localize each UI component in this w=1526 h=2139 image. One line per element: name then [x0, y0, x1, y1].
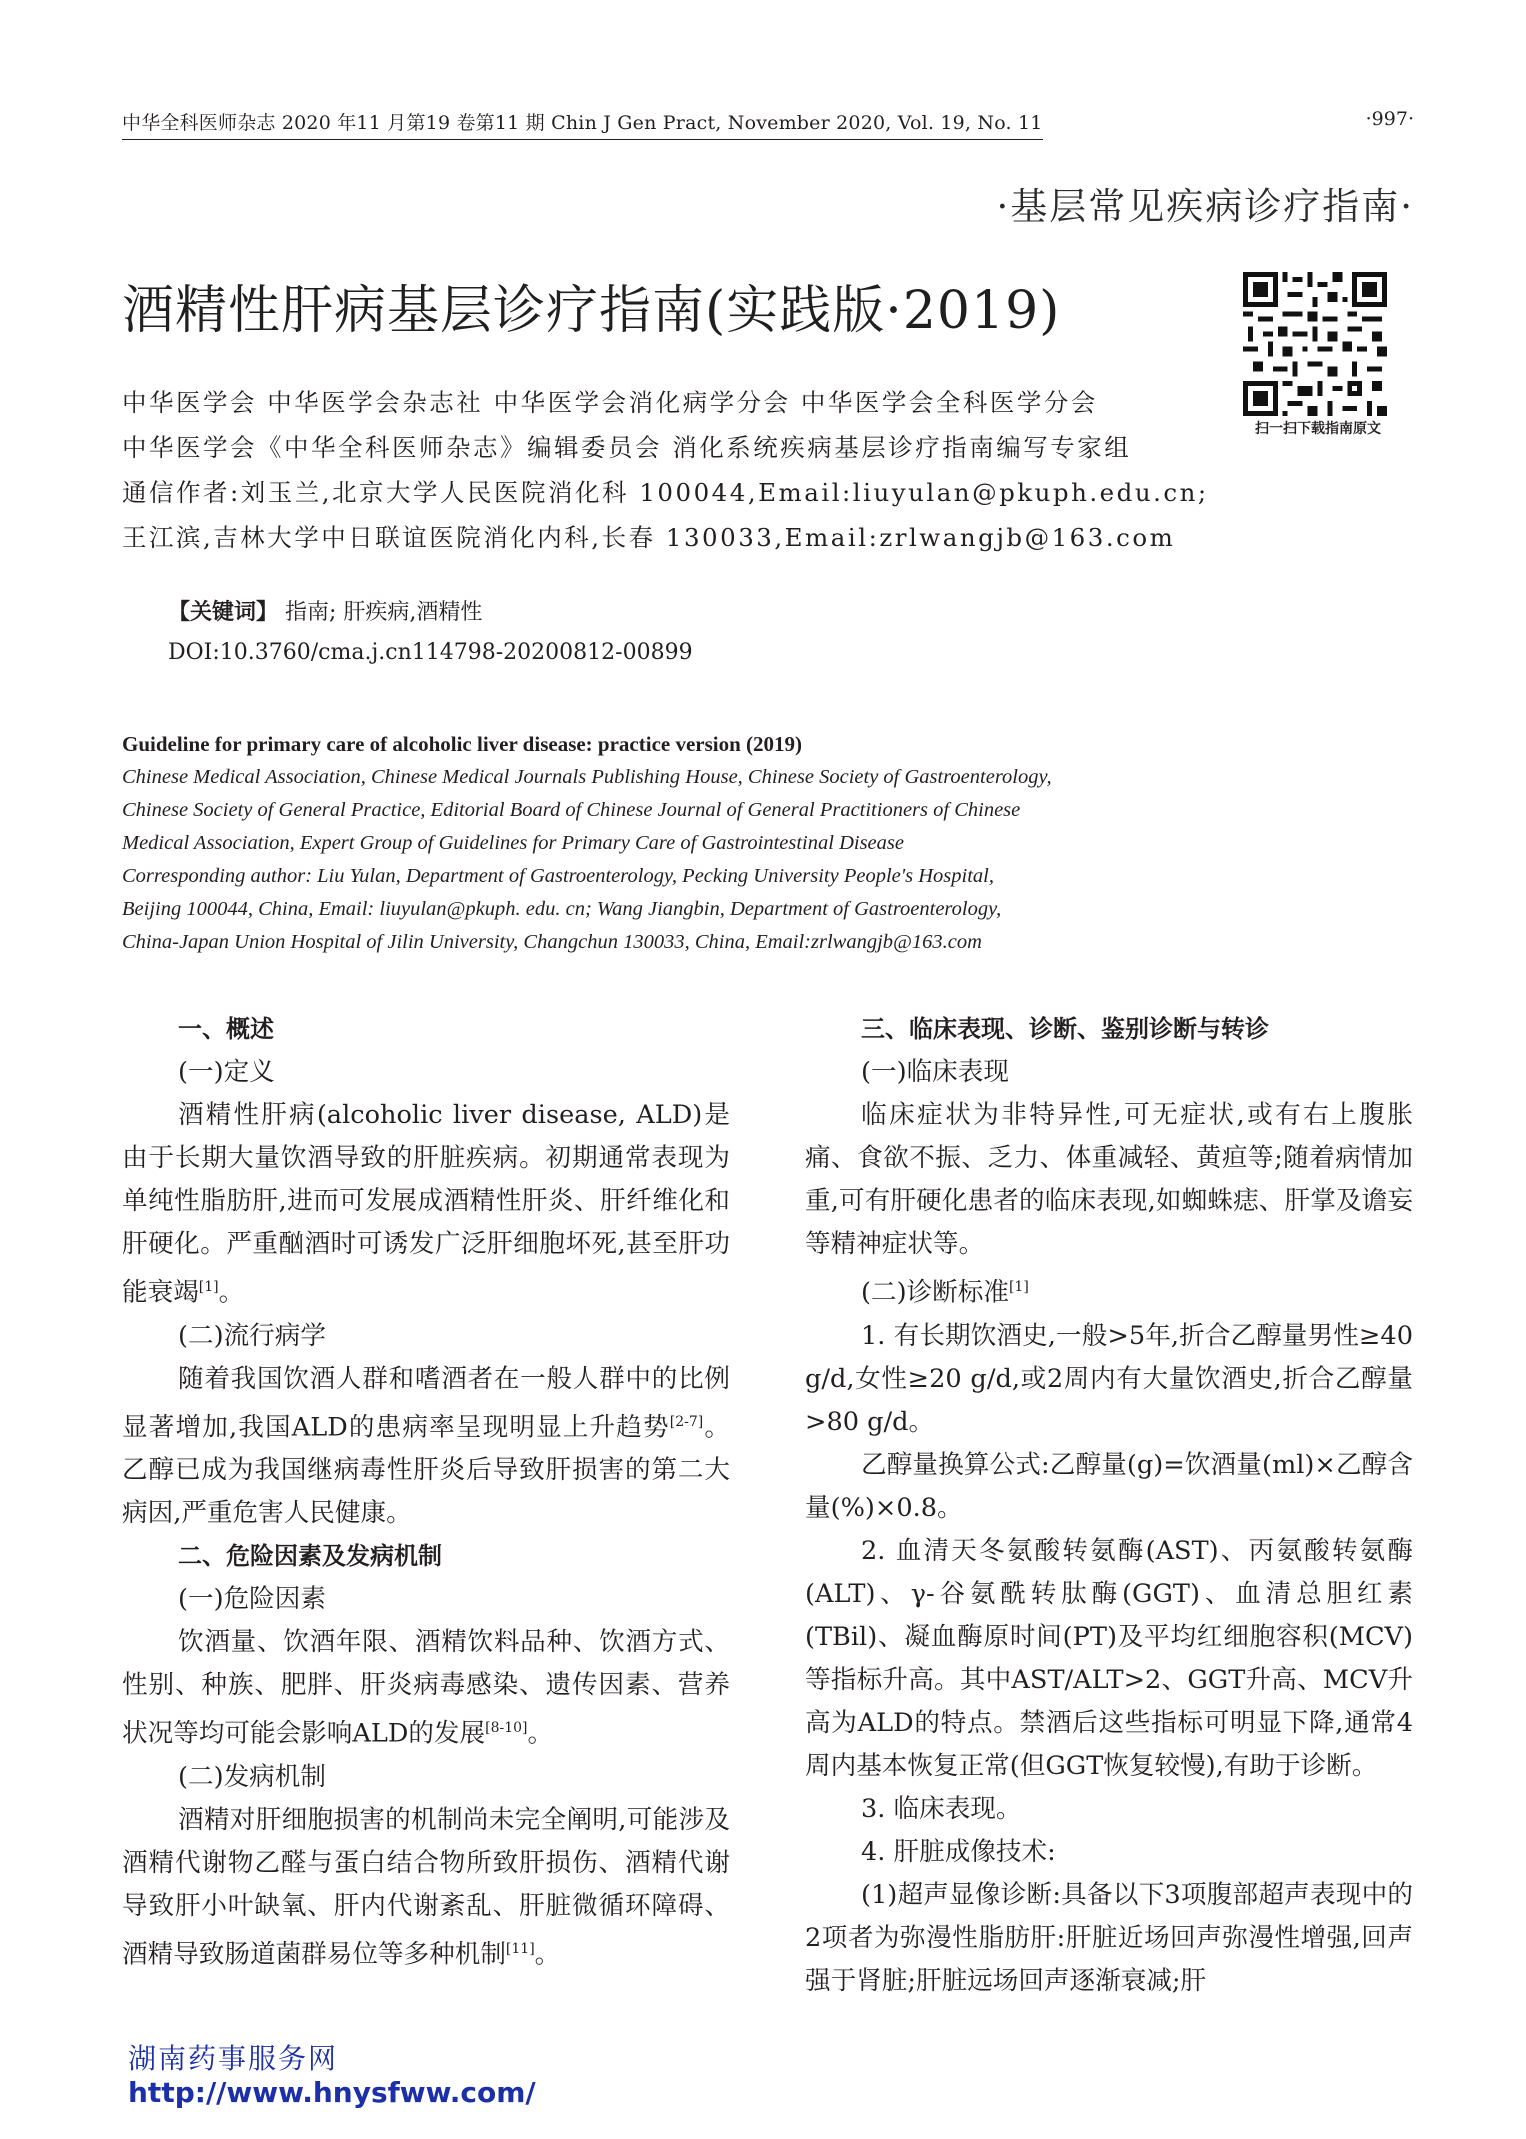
- paragraph: 临床症状为非特异性,可无症状,或有右上腹胀痛、食欲不振、乏力、体重减轻、黄疸等;随着病情加重,可有肝硬化患者的临床表现,如蜘蛛痣、肝掌及谵妄等精神症状等。: [805, 1100, 1413, 1259]
- author-line: 中华医学会 中华医学会杂志社 中华医学会消化病学分会 中华医学会全科医学分会: [122, 388, 1098, 417]
- column-tag: ·基层常见疾病诊疗指南·: [996, 185, 1414, 228]
- keywords-label: 【关键词】: [168, 599, 279, 625]
- paragraph: 2. 血清天冬氨酸转氨酶(AST)、丙氨酸转氨酶(ALT)、γ-谷氨酰转肽酶(GGT)、血清总胆红素(TBil)、凝血酶原时间(PT)及平均红细胞容积(MCV)等指标升高。其中AST/ALT>2、GGT升高、MCV升高为ALD的特点。禁酒后这些指标可明显下降,通常4周内基本恢复正常(但GGT恢复较慢),有助于诊断。: [805, 1535, 1413, 1781]
- subsection-heading: (一)临床表现: [861, 1057, 1009, 1087]
- section-heading: 二、危险因素及发病机制: [178, 1542, 442, 1571]
- author-block: [122, 380, 1209, 560]
- english-abstract: [122, 728, 1162, 959]
- author-line: 中华医学会《中华全科医师杂志》编辑委员会 消化系统疾病基层诊疗指南编写专家组: [122, 433, 1132, 462]
- reference-mark: [1]: [1008, 1279, 1029, 1295]
- reference-mark: [1]: [198, 1279, 219, 1295]
- paragraph: 乙醇量换算公式:乙醇量(g)=饮酒量(ml)×乙醇含量(%)×0.8。: [805, 1449, 1413, 1523]
- page-header: [122, 108, 1414, 138]
- subsection-heading: (一)定义: [178, 1057, 275, 1087]
- subsection-heading: (二)发病机制: [178, 1761, 326, 1792]
- subsection-heading: (一)危险因素: [178, 1584, 326, 1615]
- subsection-heading: (二)诊断标准[1]: [861, 1277, 1029, 1308]
- reference-mark: [2-7]: [669, 1413, 704, 1430]
- reference-mark: [11]: [505, 1940, 535, 1957]
- subsection-heading: (二)流行病学: [178, 1320, 326, 1351]
- section-heading: 一、概述: [178, 1015, 274, 1043]
- paragraph: 饮酒量、饮酒年限、酒精饮料品种、饮酒方式、性别、种族、肥胖、肝炎病毒感染、遗传因素、营养状况等均可能会影响ALD的发展[8-10]。: [122, 1627, 730, 1749]
- watermark-url: http://www.hnysfww.com/: [128, 2076, 536, 2109]
- english-author-line: Beijing 100044, China, Email: liuyulan@pkuph. edu. cn; Wang Jiangbin, Department of Gastroenterology,: [122, 898, 1002, 920]
- running-head: 中华全科医师杂志 2020 年11 月第19 卷第11 期 Chin J Gen Pract, November 2020, Vol. 19, No. 11: [122, 108, 1043, 140]
- watermark-name: 湖南药事服务网: [128, 2042, 339, 2075]
- paragraph: (1)超声显像诊断:具备以下3项腹部超声表现中的2项者为弥漫性脂肪肝:肝脏近场回声弥漫性增强,回声强于肾脏;肝脏远场回声逐渐衰减;肝: [805, 1879, 1413, 1996]
- page-number: ·997·: [1365, 108, 1414, 130]
- english-author-line: Chinese Society of General Practice, Editorial Board of Chinese Journal of General Practitioners of Chinese: [122, 799, 1021, 821]
- paragraph: 酒精对肝细胞损害的机制尚未完全阐明,可能涉及酒精代谢物乙醛与蛋白结合物所致肝损伤、酒精代谢导致肝小叶缺氧、肝内代谢紊乱、肝脏微循环障碍、酒精导致肠道菌群易位等多种机制[11]。: [122, 1804, 730, 1970]
- section-heading: 三、临床表现、诊断、鉴别诊断与转诊: [861, 1015, 1269, 1043]
- article-title: 酒精性肝病基层诊疗指南(实践版·2019): [122, 281, 1061, 341]
- english-author-line: Medical Association, Expert Group of Guidelines for Primary Care of Gastrointestinal Disease: [122, 832, 904, 854]
- paragraph: 随着我国饮酒人群和嗜酒者在一般人群中的比例显著增加,我国ALD的患病率呈现明显上升趋势[2-7]。乙醇已成为我国继病毒性肝炎后导致肝损害的第二大病因,严重危害人民健康。: [122, 1363, 730, 1529]
- qr-caption: 扫一扫下载指南原文: [1255, 421, 1381, 437]
- corresponding-author-line: 王江滨,吉林大学中日联谊医院消化内科,长春 130033,Email:zrlwangjb@163.com: [122, 523, 1176, 552]
- left-column: [122, 1008, 730, 1976]
- paragraph: 1. 有长期饮酒史,一般>5年,折合乙醇量男性≥40 g/d,女性≥20 g/d,或2周内有大量饮酒史,折合乙醇量>80 g/d。: [805, 1320, 1413, 1437]
- keywords-text: 指南; 肝疾病,酒精性: [278, 600, 483, 625]
- english-title: Guideline for primary care of alcoholic liver disease: practice version (2019): [122, 732, 803, 756]
- english-author-line: China-Japan Union Hospital of Jilin University, Changchun 130033, China, Email:zrlwangjb@163.com: [122, 931, 982, 953]
- site-watermark: [128, 2042, 536, 2110]
- reference-mark: [8-10]: [485, 1720, 528, 1737]
- qr-code: [1243, 272, 1387, 416]
- paragraph: 4. 肝脏成像技术:: [861, 1836, 1056, 1867]
- english-author-line: Chinese Medical Association, Chinese Medical Journals Publishing House, Chinese Society of Gastroenterology,: [122, 766, 1052, 788]
- corresponding-author-line: 通信作者:刘玉兰,北京大学人民医院消化科 100044,Email:liuyulan@pkuph.edu.cn;: [122, 478, 1209, 507]
- keywords-block: [168, 592, 693, 673]
- right-column: [805, 1008, 1413, 2003]
- doi: DOI:10.3760/cma.j.cn114798-20200812-00899: [168, 640, 693, 665]
- paragraph: 酒精性肝病(alcoholic liver disease, ALD)是由于长期大量饮酒导致的肝脏疾病。初期通常表现为单纯性脂肪肝,进而可发展成酒精性肝炎、肝纤维化和肝硬化。严重酗酒时可诱发广泛肝细胞坏死,甚至肝功能衰竭[1]。: [122, 1100, 730, 1308]
- english-author-line: Corresponding author: Liu Yulan, Department of Gastroenterology, Pecking University People's Hospital,: [122, 865, 994, 887]
- paragraph: 3. 临床表现。: [861, 1793, 1022, 1824]
